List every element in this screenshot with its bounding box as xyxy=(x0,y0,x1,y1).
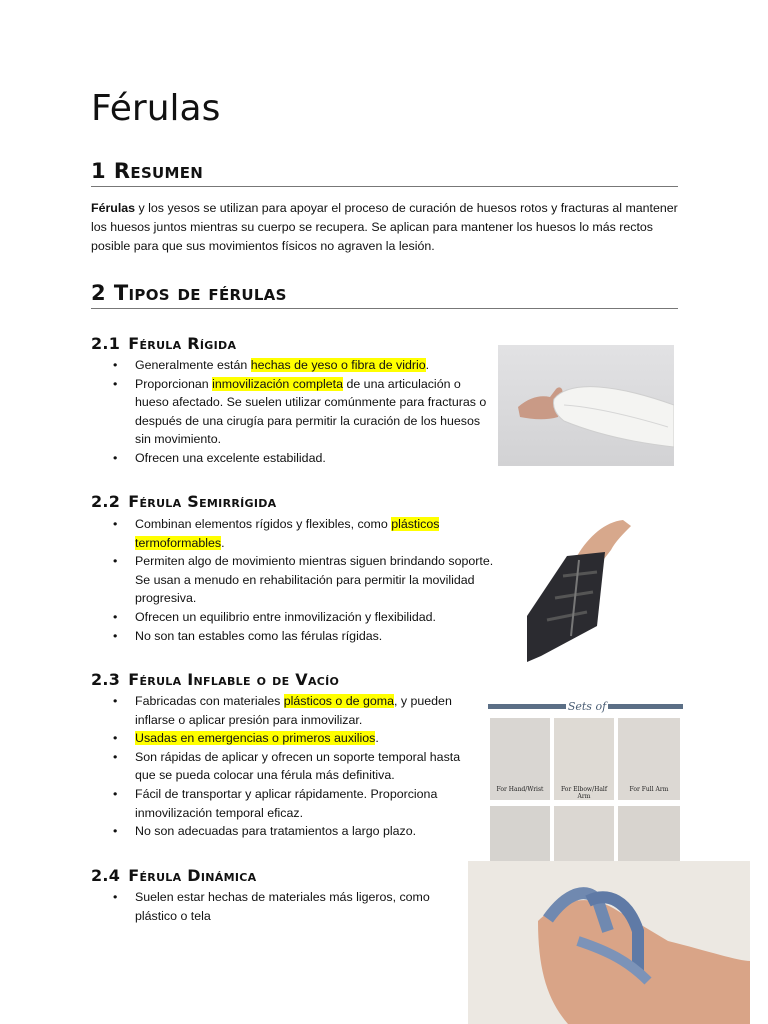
subsection-title: Férula Rígida xyxy=(128,334,237,353)
bullet-text: Generalmente están xyxy=(135,358,251,372)
bullet-list-inflable xyxy=(91,692,483,841)
bullet-text: Combinan elementos rígidos y flexibles, como xyxy=(135,517,392,531)
inflatable-tile xyxy=(618,806,680,862)
page-title: Férulas xyxy=(91,88,221,129)
subsection-heading-dinamica xyxy=(91,866,256,886)
subsection-heading-inflable xyxy=(91,670,339,690)
subsection-heading-semirrigida xyxy=(91,492,276,512)
section-heading-resumen xyxy=(91,158,678,187)
bullet-text: , y pueden inflarse o aplicar presión para inmovilizar. xyxy=(135,694,452,727)
list-item xyxy=(91,729,483,748)
highlighted-text: inmovilización completa xyxy=(212,376,344,391)
bullet-list-dinamica xyxy=(91,888,451,925)
section-heading-tipos xyxy=(91,280,678,309)
highlighted-text: plásticos termoformables xyxy=(135,517,440,550)
subsection-title: Férula Semirrígida xyxy=(128,492,277,511)
inflatable-tile xyxy=(490,806,550,862)
inflatable-tile xyxy=(554,806,614,862)
list-item: • Ofrecen una excelente estabilidad. xyxy=(91,449,491,468)
rigid-cast-illustration xyxy=(498,345,674,466)
dynamic-splint-photo xyxy=(468,861,750,1024)
list-item xyxy=(91,375,491,449)
summary-bold-term: Férulas xyxy=(91,201,136,215)
list-item xyxy=(91,692,483,729)
list-item xyxy=(91,515,511,552)
highlighted-text: plásticos o de goma xyxy=(283,694,394,708)
subsection-title: Férula Dinámica xyxy=(128,866,257,885)
bullet-text: Fabricadas con materiales xyxy=(135,694,284,708)
tile-label: For Elbow/Half Arm xyxy=(560,786,608,800)
dynamic-splint-illustration xyxy=(468,861,750,1024)
list-item: • Suelen estar hechas de materiales más ligeros, como plástico o tela xyxy=(91,888,451,925)
subsection-number: 2.2 xyxy=(91,492,121,511)
list-item: • Fácil de transportar y aplicar rápidamente. Proporciona inmovilización temporal eficaz. xyxy=(91,785,483,822)
summary-paragraph xyxy=(91,199,683,256)
sets-caption: Sets of xyxy=(566,698,608,716)
bullet-list-rigida xyxy=(91,356,491,468)
subsection-number: 2.3 xyxy=(91,670,121,689)
section-title: Tipos de férulas xyxy=(113,281,287,305)
rigid-splint-photo xyxy=(498,345,674,466)
tile-label: For Full Arm xyxy=(629,786,669,793)
section-number: 2 xyxy=(91,281,106,305)
highlighted-text: hechas de yeso o fibra de vidrio xyxy=(250,358,426,372)
section-number: 1 xyxy=(91,159,106,183)
list-item: • No son tan estables como las férulas rígidas. xyxy=(91,627,511,646)
bullet-list-semirrigida xyxy=(91,515,511,645)
bullet-text: de una articulación o hueso afectado. Se suelen utilizar comúnmente para fracturas o después de una cirugía para permitir la curación de los huesos sin movimiento. xyxy=(135,376,487,447)
tile-label: For Hand/Wrist xyxy=(496,786,544,793)
list-item: • Son rápidas de aplicar y ofrecen un soporte temporal hasta que se pueda colocar una férula más definitiva. xyxy=(91,748,483,785)
subsection-heading-rigida xyxy=(91,334,236,354)
list-item: • Permiten algo de movimiento mientras siguen brindando soporte. Se usan a menudo en rehabilitación para permitir la movilidad progresiva. xyxy=(91,552,511,608)
list-item xyxy=(91,356,491,375)
subsection-number: 2.4 xyxy=(91,866,121,885)
list-item: • No son adecuadas para tratamientos a largo plazo. xyxy=(91,822,483,841)
semirigid-splint-photo xyxy=(527,516,633,662)
section-title: Resumen xyxy=(113,159,204,183)
bullet-text: . xyxy=(221,535,225,550)
semirigid-brace-illustration xyxy=(527,516,633,662)
list-item: • Ofrecen un equilibrio entre inmovilización y flexibilidad. xyxy=(91,608,511,627)
bullet-text: . xyxy=(375,731,379,746)
summary-text: y los yesos se utilizan para apoyar el proceso de curación de huesos rotos y fracturas al mantener los huesos juntos mientras su cuerpo se recupera. Se aplican para mantener los huesos lo más rectos posible para que sus movimientos físicos no agraven la lesión. xyxy=(91,201,678,253)
bullet-text: . xyxy=(425,358,430,372)
subsection-number: 2.1 xyxy=(91,334,121,353)
subsection-title: Férula Inflable o de Vacío xyxy=(128,670,340,689)
highlighted-text: Usadas en emergencias o primeros auxilios xyxy=(135,731,376,746)
bullet-text: Proporcionan xyxy=(135,376,213,391)
inflatable-splint-photo xyxy=(488,698,683,862)
